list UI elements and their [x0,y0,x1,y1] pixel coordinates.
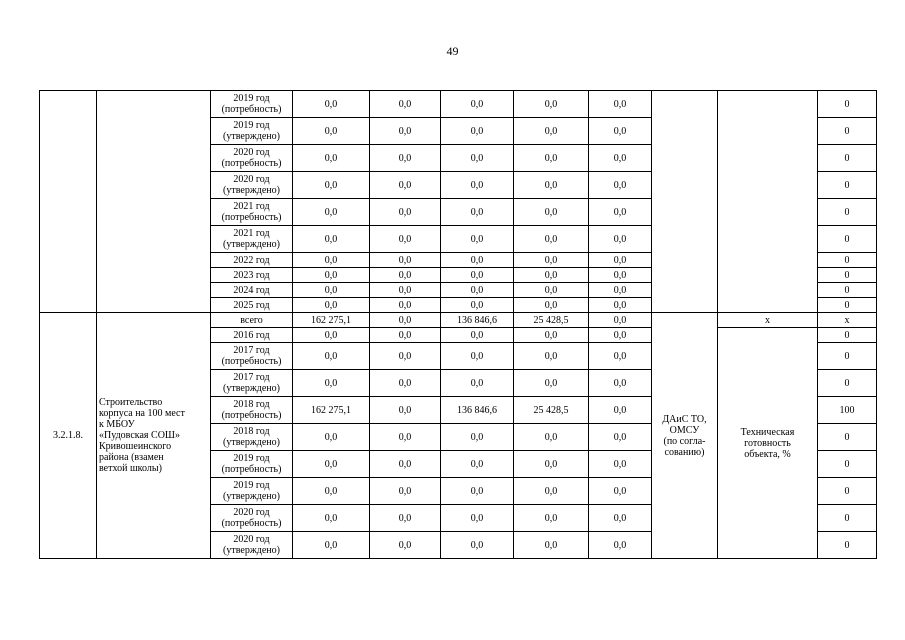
value-cell-v4: 0,0 [514,478,589,505]
target-value-cell: 0 [818,505,877,532]
value-cell-v2: 0,0 [370,478,441,505]
value-cell-v4: 0,0 [514,268,589,283]
period-cell: 2018 год (потребность) [211,397,293,424]
value-cell-v3: 0,0 [441,226,514,253]
value-cell-v4: 0,0 [514,253,589,268]
target-value-cell: 0 [818,328,877,343]
target-value-cell: 0 [818,343,877,370]
executor-cell [652,91,718,313]
value-cell-v3: 0,0 [441,283,514,298]
value-cell-v4: 0,0 [514,328,589,343]
value-cell-v5: 0,0 [589,505,652,532]
target-value-cell: 0 [818,268,877,283]
value-cell-v2: 0,0 [370,370,441,397]
item-title-cell [97,91,211,313]
value-cell-v5: 0,0 [589,370,652,397]
item-title-cell: Строительство корпуса на 100 мест к МБОУ «Пудовская СОШ» Кривошеинского района (взамен ветхой школы) [97,313,211,559]
value-cell-v2: 0,0 [370,328,441,343]
value-cell-v2: 0,0 [370,118,441,145]
value-cell-v3: 0,0 [441,532,514,559]
value-cell-v2: 0,0 [370,397,441,424]
value-cell-v3: 0,0 [441,451,514,478]
value-cell-v1: 0,0 [293,505,370,532]
value-cell-v1: 0,0 [293,451,370,478]
target-value-cell: 0 [818,91,877,118]
value-cell-v5: 0,0 [589,313,652,328]
target-value-cell: 0 [818,424,877,451]
value-cell-v5: 0,0 [589,118,652,145]
indicator-cell [718,91,818,313]
program-table [39,90,877,559]
period-cell: 2016 год [211,328,293,343]
target-value-cell: 0 [818,172,877,199]
table-body [40,91,877,559]
value-cell-v1: 0,0 [293,91,370,118]
value-cell-v1: 0,0 [293,118,370,145]
value-cell-v4: 0,0 [514,505,589,532]
value-cell-v1: 0,0 [293,424,370,451]
item-code-cell: 3.2.1.8. [40,313,97,559]
target-value-cell: 0 [818,451,877,478]
period-cell: всего [211,313,293,328]
value-cell-v5: 0,0 [589,199,652,226]
value-cell-v3: 0,0 [441,424,514,451]
value-cell-v1: 0,0 [293,226,370,253]
value-cell-v2: 0,0 [370,145,441,172]
period-cell: 2019 год (потребность) [211,451,293,478]
value-cell-v5: 0,0 [589,532,652,559]
period-cell: 2021 год (потребность) [211,199,293,226]
value-cell-v4: 0,0 [514,145,589,172]
value-cell-v1: 0,0 [293,532,370,559]
value-cell-v2: 0,0 [370,172,441,199]
value-cell-v5: 0,0 [589,478,652,505]
value-cell-v2: 0,0 [370,505,441,532]
value-cell-v5: 0,0 [589,397,652,424]
target-value-cell: 0 [818,298,877,313]
value-cell-v5: 0,0 [589,145,652,172]
value-cell-v3: 0,0 [441,172,514,199]
value-cell-v1: 0,0 [293,328,370,343]
value-cell-v4: 0,0 [514,370,589,397]
value-cell-v1: 0,0 [293,370,370,397]
target-value-cell: 0 [818,118,877,145]
value-cell-v4: 0,0 [514,424,589,451]
value-cell-v4: 0,0 [514,298,589,313]
period-cell: 2017 год (утверждено) [211,370,293,397]
value-cell-v4: 0,0 [514,532,589,559]
value-cell-v3: 0,0 [441,370,514,397]
value-cell-v2: 0,0 [370,199,441,226]
value-cell-v2: 0,0 [370,268,441,283]
period-cell: 2020 год (утверждено) [211,532,293,559]
target-value-cell: 0 [818,145,877,172]
value-cell-v5: 0,0 [589,226,652,253]
value-cell-v4: 0,0 [514,283,589,298]
period-cell: 2021 год (утверждено) [211,226,293,253]
target-value-cell: 0 [818,253,877,268]
value-cell-v5: 0,0 [589,343,652,370]
period-cell: 2019 год (утверждено) [211,118,293,145]
value-cell-v4: 25 428,5 [514,397,589,424]
value-cell-v1: 0,0 [293,199,370,226]
value-cell-v4: 0,0 [514,226,589,253]
table-row [40,313,877,328]
value-cell-v2: 0,0 [370,532,441,559]
value-cell-v2: 0,0 [370,283,441,298]
target-value-cell: 0 [818,226,877,253]
value-cell-v1: 0,0 [293,253,370,268]
value-cell-v4: 0,0 [514,343,589,370]
value-cell-v5: 0,0 [589,451,652,478]
value-cell-v2: 0,0 [370,343,441,370]
value-cell-v1: 0,0 [293,283,370,298]
value-cell-v2: 0,0 [370,226,441,253]
value-cell-v2: 0,0 [370,424,441,451]
value-cell-v5: 0,0 [589,424,652,451]
value-cell-v3: 0,0 [441,91,514,118]
value-cell-v3: 0,0 [441,298,514,313]
indicator-cell: Техническая готовность объекта, % [718,328,818,559]
value-cell-v1: 0,0 [293,298,370,313]
value-cell-v3: 0,0 [441,343,514,370]
value-cell-v5: 0,0 [589,298,652,313]
value-cell-v1: 162 275,1 [293,313,370,328]
period-cell: 2022 год [211,253,293,268]
target-value-cell: 100 [818,397,877,424]
period-cell: 2024 год [211,283,293,298]
value-cell-v1: 0,0 [293,478,370,505]
value-cell-v5: 0,0 [589,268,652,283]
value-cell-v3: 0,0 [441,478,514,505]
target-value-cell: 0 [818,199,877,226]
value-cell-v1: 0,0 [293,172,370,199]
value-cell-v3: 0,0 [441,145,514,172]
page-number: 49 [446,44,459,58]
value-cell-v5: 0,0 [589,172,652,199]
value-cell-v3: 0,0 [441,268,514,283]
target-value-cell: 0 [818,283,877,298]
value-cell-v4: 0,0 [514,199,589,226]
value-cell-v5: 0,0 [589,328,652,343]
value-cell-v3: 0,0 [441,505,514,532]
value-cell-v2: 0,0 [370,298,441,313]
period-cell: 2020 год (утверждено) [211,172,293,199]
target-value-cell: x [818,313,877,328]
table-row [40,91,877,118]
period-cell: 2025 год [211,298,293,313]
item-code-cell [40,91,97,313]
value-cell-v3: 0,0 [441,253,514,268]
value-cell-v1: 162 275,1 [293,397,370,424]
period-cell: 2023 год [211,268,293,283]
value-cell-v3: 0,0 [441,199,514,226]
value-cell-v3: 136 846,6 [441,397,514,424]
period-cell: 2020 год (потребность) [211,505,293,532]
period-cell: 2017 год (потребность) [211,343,293,370]
period-cell: 2019 год (потребность) [211,91,293,118]
value-cell-v1: 0,0 [293,343,370,370]
target-value-cell: 0 [818,370,877,397]
value-cell-v1: 0,0 [293,268,370,283]
value-cell-v1: 0,0 [293,145,370,172]
value-cell-v3: 0,0 [441,328,514,343]
value-cell-v3: 0,0 [441,118,514,145]
value-cell-v5: 0,0 [589,283,652,298]
target-value-cell: 0 [818,478,877,505]
value-cell-v2: 0,0 [370,91,441,118]
value-cell-v3: 136 846,6 [441,313,514,328]
value-cell-v4: 0,0 [514,91,589,118]
target-value-cell: 0 [818,532,877,559]
value-cell-v5: 0,0 [589,91,652,118]
value-cell-v2: 0,0 [370,451,441,478]
period-cell: 2018 год (утверждено) [211,424,293,451]
value-cell-v4: 0,0 [514,172,589,199]
indicator-top-cell: x [718,313,818,328]
executor-cell: ДАиС ТО, ОМСУ (по согла- сованию) [652,313,718,559]
period-cell: 2019 год (утверждено) [211,478,293,505]
value-cell-v2: 0,0 [370,313,441,328]
period-cell: 2020 год (потребность) [211,145,293,172]
value-cell-v4: 25 428,5 [514,313,589,328]
value-cell-v5: 0,0 [589,253,652,268]
value-cell-v4: 0,0 [514,118,589,145]
value-cell-v2: 0,0 [370,253,441,268]
value-cell-v4: 0,0 [514,451,589,478]
